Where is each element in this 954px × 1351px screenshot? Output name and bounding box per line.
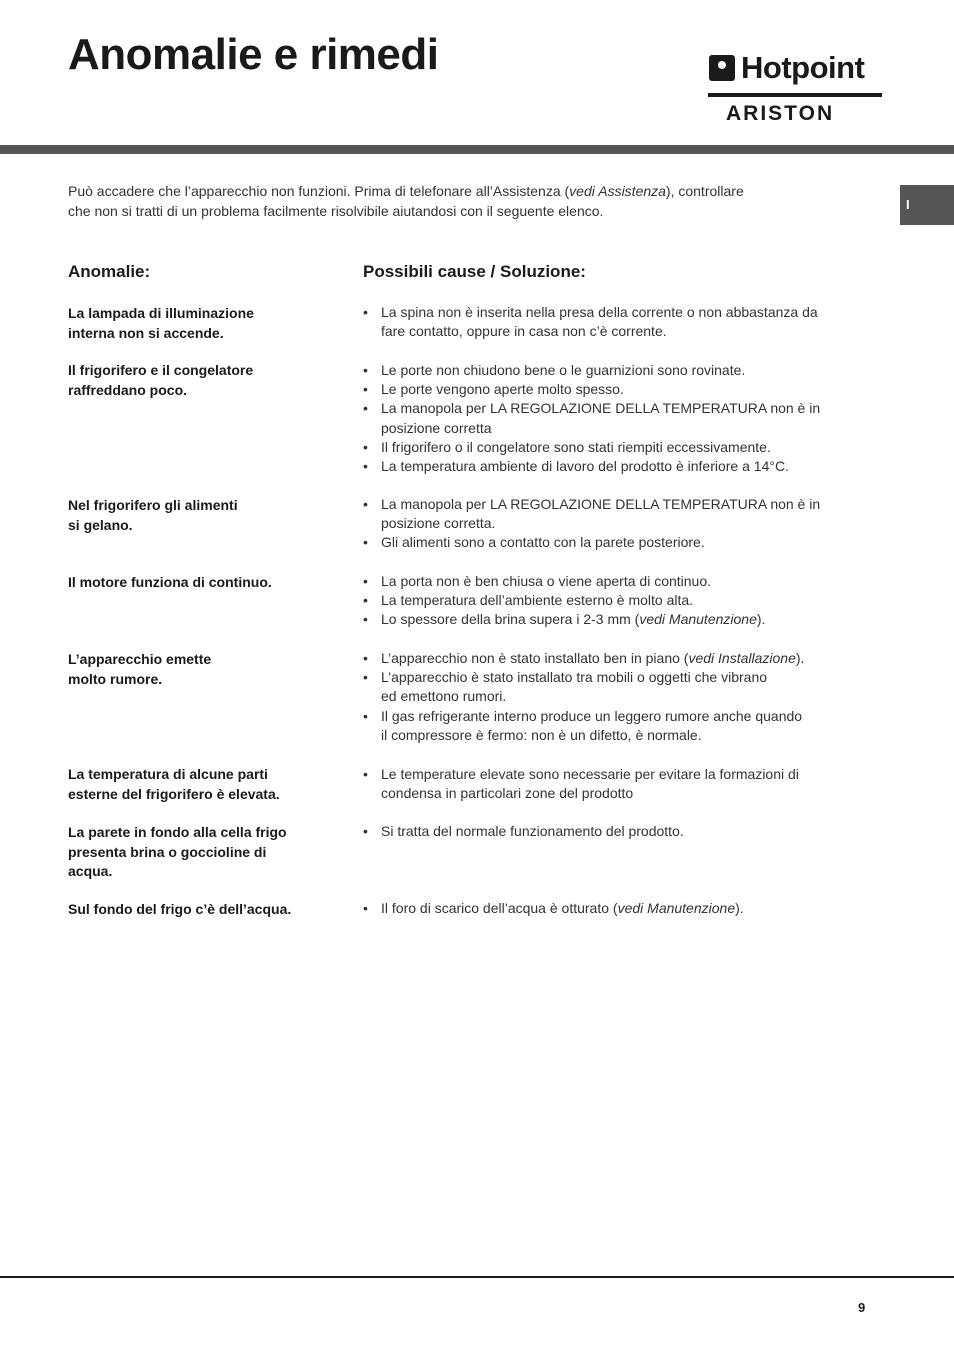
cross-reference: vedi Installazione bbox=[688, 650, 796, 666]
cause-line: La manopola per LA REGOLAZIONE DELLA TEMPERATURA non è in bbox=[381, 496, 821, 512]
cause-line: Gli alimenti sono a contatto con la parete posteriore. bbox=[381, 534, 705, 551]
anomaly bbox=[68, 573, 338, 593]
cause-line: fare contatto, oppure in casa non c’è corrente. bbox=[381, 323, 667, 340]
anomaly-line: presenta brina o goccioline di bbox=[68, 843, 267, 860]
anomaly-line: Nel frigorifero gli alimenti bbox=[68, 497, 238, 513]
logo-divider bbox=[708, 93, 882, 97]
cause-line: Il foro di scarico dell’acqua è otturato (vedi Manutenzione). bbox=[381, 900, 744, 916]
cause-line: La spina non è inserita nella presa della corrente o non abbastanza da bbox=[381, 304, 818, 320]
causes-list bbox=[363, 495, 853, 553]
cause-item bbox=[363, 457, 853, 476]
cause-item bbox=[363, 649, 853, 668]
page-title: Anomalie e rimedi bbox=[68, 30, 439, 79]
cause-item bbox=[363, 572, 853, 591]
anomaly bbox=[68, 765, 338, 804]
cause-item bbox=[363, 707, 853, 745]
anomalies-heading: Anomalie: bbox=[68, 262, 151, 281]
hotpoint-ariston-logo bbox=[708, 52, 884, 126]
anomaly-line: si gelano. bbox=[68, 516, 133, 533]
intro-part: che non si tratti di un problema facilmente risolvibile aiutandosi con il seguente elenco. bbox=[68, 203, 604, 219]
causes-heading: Possibili cause / Soluzione: bbox=[363, 262, 586, 281]
cause-line: il compressore è fermo: non è un difetto, è normale. bbox=[381, 726, 702, 743]
anomaly bbox=[68, 496, 338, 535]
anomaly-line: interna non si accende. bbox=[68, 324, 224, 341]
cause-item bbox=[363, 399, 853, 437]
intro-reference: vedi Assistenza bbox=[569, 183, 666, 199]
anomaly-line: Il motore funziona di continuo. bbox=[68, 574, 272, 590]
page-number: 9 bbox=[858, 1300, 866, 1315]
cross-reference: vedi Manutenzione bbox=[617, 900, 736, 916]
causes-list bbox=[363, 899, 853, 918]
cause-line: Le porte vengono aperte molto spesso. bbox=[381, 381, 624, 398]
anomaly-line: Il frigorifero e il congelatore bbox=[68, 362, 254, 378]
cause-line: condensa in particolari zone del prodotto bbox=[381, 785, 634, 802]
anomaly bbox=[68, 823, 338, 882]
cause-item bbox=[363, 380, 853, 399]
cause-line: La manopola per LA REGOLAZIONE DELLA TEMPERATURA non è in bbox=[381, 400, 821, 417]
cause-line: La porta non è ben chiusa o viene aperta di continuo. bbox=[381, 573, 712, 589]
cause-item bbox=[363, 361, 853, 380]
causes-list bbox=[363, 765, 853, 803]
cause-item bbox=[363, 899, 853, 918]
cause-line: L’apparecchio è stato installato tra mobili o oggetti che vibrano bbox=[381, 669, 768, 686]
anomaly-line: esterne del frigorifero è elevata. bbox=[68, 785, 280, 802]
cause-item bbox=[363, 438, 853, 457]
anomaly-line: La temperatura di alcune parti bbox=[68, 766, 268, 782]
anomaly-line: Sul fondo del frigo c’è dell’acqua. bbox=[68, 901, 292, 917]
anomaly-line: molto rumore. bbox=[68, 670, 163, 687]
logo-mark-icon bbox=[709, 55, 735, 81]
anomaly-line: L’apparecchio emette bbox=[68, 651, 212, 667]
cause-item bbox=[363, 533, 853, 552]
header-bar bbox=[0, 145, 954, 154]
cause-item bbox=[363, 610, 853, 629]
causes-list bbox=[363, 649, 853, 745]
cross-reference: vedi Manutenzione bbox=[639, 611, 757, 628]
anomaly bbox=[68, 304, 338, 343]
logo-brand: Hotpoint bbox=[741, 50, 865, 85]
anomaly bbox=[68, 650, 338, 689]
anomaly-line: raffreddano poco. bbox=[68, 381, 188, 398]
cause-line: La temperatura dell’ambiente esterno è molto alta. bbox=[381, 592, 694, 609]
footer-rule bbox=[0, 1276, 954, 1278]
cause-item bbox=[363, 822, 853, 841]
cause-item bbox=[363, 765, 853, 803]
causes-list bbox=[363, 822, 853, 841]
cause-line: Le porte non chiudono bene o le guarnizioni sono rovinate. bbox=[381, 362, 746, 378]
causes-list bbox=[363, 361, 853, 476]
cause-item bbox=[363, 668, 853, 706]
cause-line: L’apparecchio non è stato installato ben in piano (vedi Installazione). bbox=[381, 650, 805, 666]
cause-line: Il frigorifero o il congelatore sono stati riempiti eccessivamente. bbox=[381, 438, 771, 455]
anomaly-line: acqua. bbox=[68, 863, 113, 879]
language-tab: I bbox=[900, 185, 954, 225]
cause-item bbox=[363, 495, 853, 533]
anomaly bbox=[68, 361, 338, 400]
intro-text bbox=[68, 181, 808, 221]
anomaly-line: La lampada di illuminazione bbox=[68, 305, 254, 321]
anomaly-line: La parete in fondo alla cella frigo bbox=[68, 824, 287, 840]
cause-line: Si tratta del normale funzionamento del prodotto. bbox=[381, 823, 684, 839]
cause-line: posizione corretta bbox=[381, 419, 492, 436]
logo-sub: ARISTON bbox=[726, 102, 835, 125]
causes-list bbox=[363, 572, 853, 630]
cause-line: Il gas refrigerante interno produce un leggero rumore anche quando bbox=[381, 707, 803, 724]
causes-list bbox=[363, 303, 853, 341]
cause-item bbox=[363, 591, 853, 610]
cause-line: Le temperature elevate sono necessarie per evitare la formazioni di bbox=[381, 766, 799, 782]
cause-line: posizione corretta. bbox=[381, 515, 496, 532]
anomaly bbox=[68, 900, 338, 920]
cause-line: ed emettono rumori. bbox=[381, 688, 507, 705]
intro-part: ), controllare bbox=[665, 183, 744, 199]
cause-line: Lo spessore della brina supera i 2-3 mm (vedi Manutenzione). bbox=[381, 611, 766, 628]
cause-line: La temperatura ambiente di lavoro del prodotto è inferiore a 14°C. bbox=[381, 458, 789, 475]
cause-item bbox=[363, 303, 853, 341]
intro-part: Può accadere che l’apparecchio non funzioni. Prima di telefonare all’Assistenza ( bbox=[68, 183, 570, 199]
